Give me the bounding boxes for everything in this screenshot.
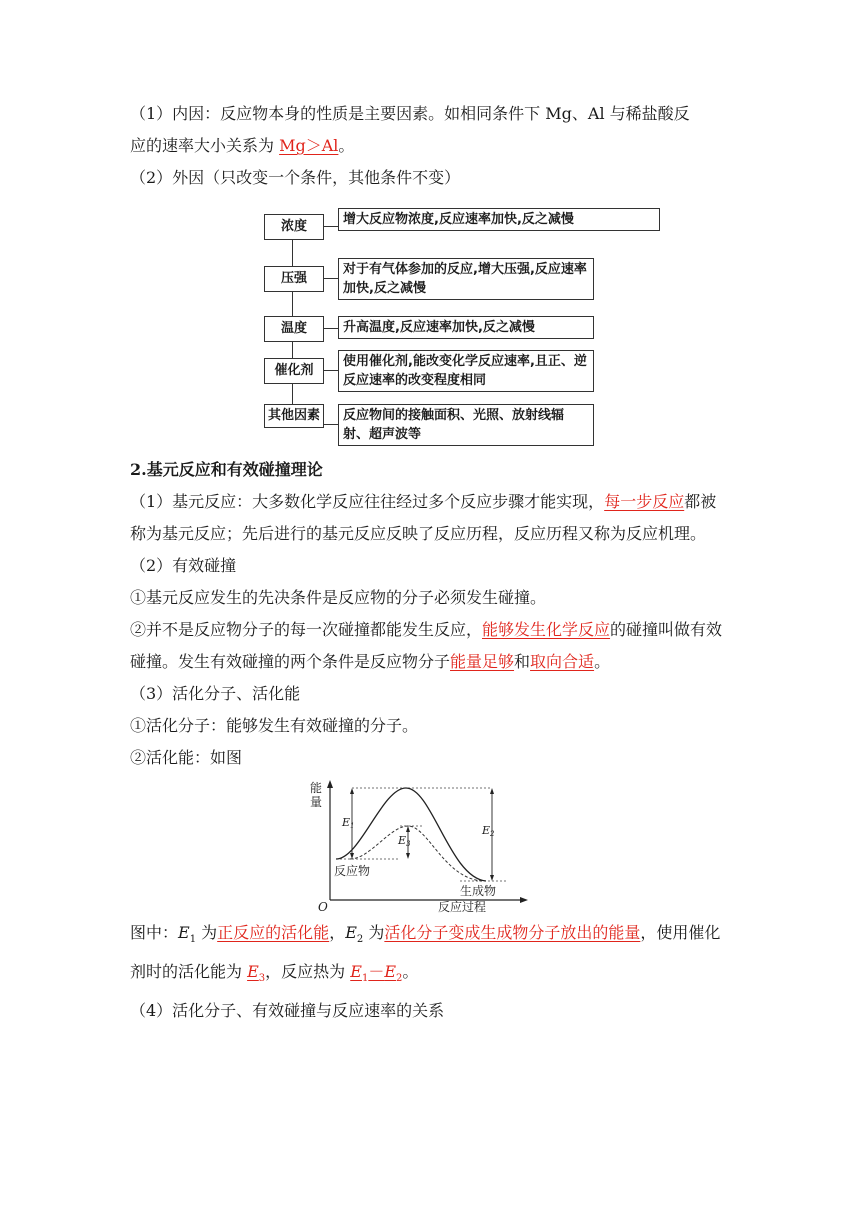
- factor-key: 浓度: [264, 214, 324, 240]
- paragraph-collision-prerequisite: ①基元反应发生的先决条件是反应物的分子必须发生碰撞。: [130, 588, 547, 607]
- answer-can-react: 能够发生化学反应: [482, 620, 611, 639]
- answer-proper-orientation: 取向合适: [530, 652, 595, 671]
- y-axis-arrow: [327, 780, 333, 788]
- paragraph-effective-collision: （2）有效碰撞: [130, 556, 237, 575]
- factor-connector: [324, 278, 338, 279]
- paragraph-internal-factor-cont: 应的速率大小关系为 Mg＞Al。: [130, 136, 355, 155]
- factor-connector: [324, 226, 338, 227]
- paragraph-effective-collision-def: ②并不是反应物分子的每一次碰撞都能发生反应，能够发生化学反应的碰撞叫做有效碰撞。发生有效碰撞的两个条件是反应物分子能量足够和取向合适。: [130, 620, 723, 671]
- paragraph-elementary-reaction: （1）基元反应：大多数化学反应往往经过多个反应步骤才能实现，每一步反应都被称为基元反应；先后进行的基元反应反映了反应历程，反应历程又称为反应机理。: [130, 492, 717, 543]
- origin-label: O: [318, 900, 328, 913]
- factor-desc: 使用催化剂,能改变化学反应速率,且正、逆反应速率的改变程度相同: [338, 350, 594, 392]
- factor-key: 催化剂: [264, 358, 324, 384]
- document-page: [130, 98, 732, 1027]
- e3-label: E3: [398, 834, 411, 848]
- paragraph-activated-molecules: （3）活化分子、活化能: [130, 684, 301, 703]
- section-heading: 2.基元反应和有效碰撞理论: [130, 460, 323, 479]
- reactant-label: 反应物: [334, 864, 371, 878]
- product-label: 生成物: [460, 884, 497, 898]
- paragraph-figure-explanation: 图中：$E_1$ 为正反应的活化能，$E_2$ 为活化分子变成生成物分子放出的能量，使用催化剂时的活化能为 $E_3$，反应热为 $E_1-E_2$。: [130, 923, 721, 985]
- answer-each-step: 每一步反应: [604, 492, 685, 511]
- paragraph-internal-factor: （1）内因：反应物本身的性质是主要因素。如相同条件下 Mg、Al 与稀盐酸反: [130, 104, 690, 123]
- answer-enough-energy: 能量足够: [450, 652, 515, 671]
- e1-label: E1: [342, 816, 355, 830]
- answer-reaction-heat: $E_1-E_2$: [350, 962, 403, 985]
- paragraph-activation-energy: ②活化能：如图: [130, 748, 243, 767]
- y-axis-label-1: 能: [310, 781, 323, 795]
- answer-catalyzed-activation-energy: $E_3$: [247, 962, 266, 985]
- factor-desc: 升高温度,反应速率加快,反之减慢: [338, 316, 594, 339]
- factor-connector: [324, 328, 338, 329]
- factor-desc: 反应物间的接触面积、光照、放射线辐射、超声波等: [338, 404, 594, 446]
- factor-key: 压强: [264, 266, 324, 292]
- factor-desc: 对于有气体参加的反应,增大压强,反应速率加快,反之减慢: [338, 258, 594, 300]
- factor-desc: 增大反应物浓度,反应速率加快,反之减慢: [338, 208, 660, 231]
- x-axis-arrow: [520, 897, 528, 903]
- factor-key: 其他因素: [264, 404, 324, 428]
- answer-forward-activation-energy: 正反应的活化能: [217, 923, 330, 942]
- e2-label: E2: [482, 824, 495, 838]
- energy-profile-diagram: [310, 778, 550, 913]
- answer-rate-order: Mg＞Al: [279, 136, 339, 155]
- paragraph-relationship: （4）活化分子、有效碰撞与反应速率的关系: [130, 1001, 445, 1021]
- paragraph-activated-molecule-def: ①活化分子：能够发生有效碰撞的分子。: [130, 716, 419, 735]
- factor-connector: [324, 370, 338, 371]
- factor-connector: [324, 424, 338, 425]
- answer-released-energy: 活化分子变成生成物分子放出的能量: [384, 923, 641, 942]
- factor-key: 温度: [264, 316, 324, 342]
- x-axis-label: 反应过程: [438, 900, 487, 913]
- paragraph-external-factor: （2）外因（只改变一个条件，其他条件不变）: [130, 168, 461, 187]
- y-axis-label-2: 量: [310, 795, 323, 809]
- factor-diagram: [264, 208, 724, 448]
